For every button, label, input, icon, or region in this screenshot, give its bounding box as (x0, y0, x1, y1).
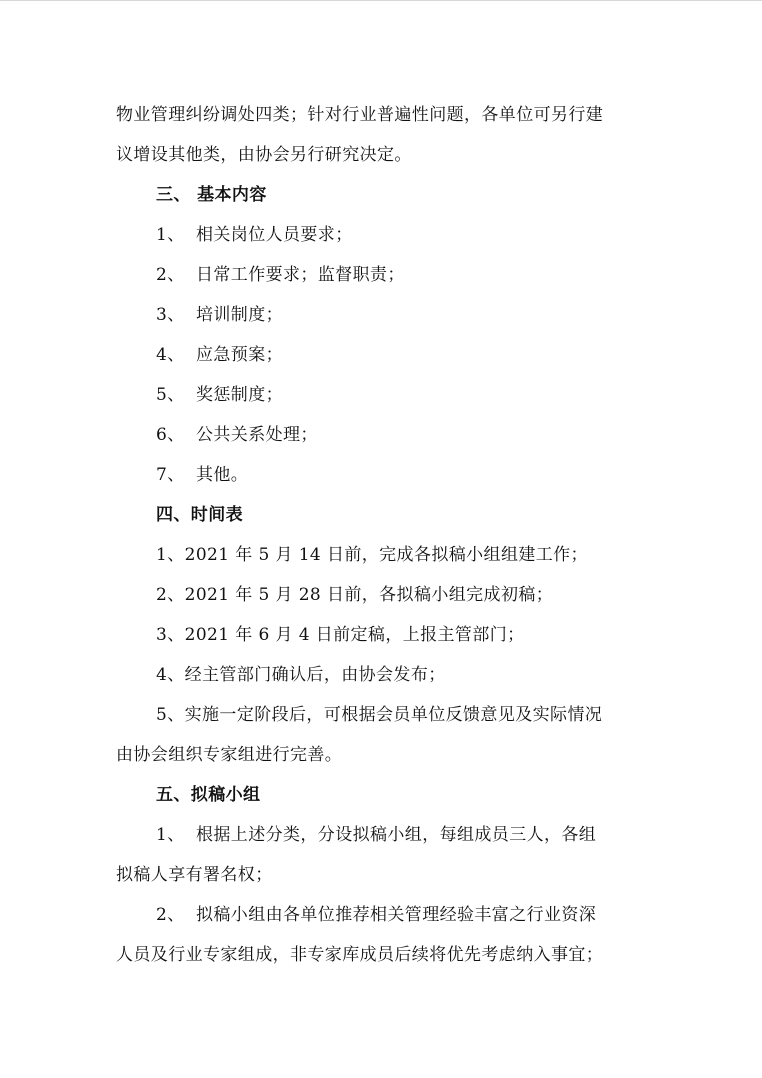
section-4-heading: 四、时间表 (156, 505, 243, 525)
section-4-item: 4、经主管部门确认后，由协会发布； (156, 665, 446, 685)
item-text: 应急预案； (196, 345, 283, 365)
intro-line-1: 物业管理纠纷调处四类；针对行业普遍性问题，各单位可另行建 (116, 105, 604, 125)
item-number: 1、 (156, 825, 185, 845)
item-text: 拟稿小组由各单位推荐相关管理经验丰富之行业资深 (196, 905, 597, 925)
section-3-item (156, 224, 353, 246)
item-text: 培训制度； (196, 305, 283, 325)
section-3-item (156, 344, 283, 366)
section-3-item (156, 264, 405, 286)
item-number: 6、 (156, 425, 185, 445)
section-5-item-1-line-2: 拟稿人享有署名权； (116, 865, 273, 885)
section-4-item: 1、2021 年 5 月 14 日前，完成各拟稿小组组建工作； (156, 545, 588, 565)
section-5-item-2-line-1 (156, 904, 596, 926)
item-number: 2、 (156, 265, 185, 285)
item-text: 根据上述分类，分设拟稿小组，每组成员三人，各组 (196, 825, 597, 845)
section-3-item (156, 464, 248, 486)
item-number: 5、 (156, 385, 185, 405)
item-number: 3、 (156, 305, 185, 325)
section-5-item-1-line-1 (156, 824, 596, 846)
section-4-item-5-line-1: 5、实施一定阶段后，可根据会员单位反馈意见及实际情况 (156, 705, 603, 725)
section-3-item (156, 384, 283, 406)
section-3-item (156, 424, 318, 446)
section-5-item-2-line-2: 人员及行业专家组成，非专家库成员后续将优先考虑纳入事宜； (116, 945, 604, 965)
item-number: 1、 (156, 225, 185, 245)
item-text: 奖惩制度； (196, 385, 283, 405)
section-4-item: 2、2021 年 5 月 28 日前，各拟稿小组完成初稿； (156, 585, 554, 605)
item-text: 公共关系处理； (196, 425, 318, 445)
section-3-heading: 三、 基本内容 (156, 185, 267, 205)
item-text: 相关岗位人员要求； (196, 225, 353, 245)
item-number: 2、 (156, 905, 185, 925)
intro-line-2: 议增设其他类，由协会另行研究决定。 (116, 145, 412, 165)
item-text: 其他。 (196, 465, 249, 485)
item-text: 日常工作要求；监督职责； (196, 265, 405, 285)
item-number: 7、 (156, 465, 185, 485)
section-4-item: 3、2021 年 6 月 4 日前定稿，上报主管部门； (156, 625, 525, 645)
section-4-item-5-line-2: 由协会组织专家组进行完善。 (116, 745, 343, 765)
section-3-item (156, 304, 283, 326)
section-5-heading: 五、拟稿小组 (156, 785, 261, 805)
item-number: 4、 (156, 345, 185, 365)
